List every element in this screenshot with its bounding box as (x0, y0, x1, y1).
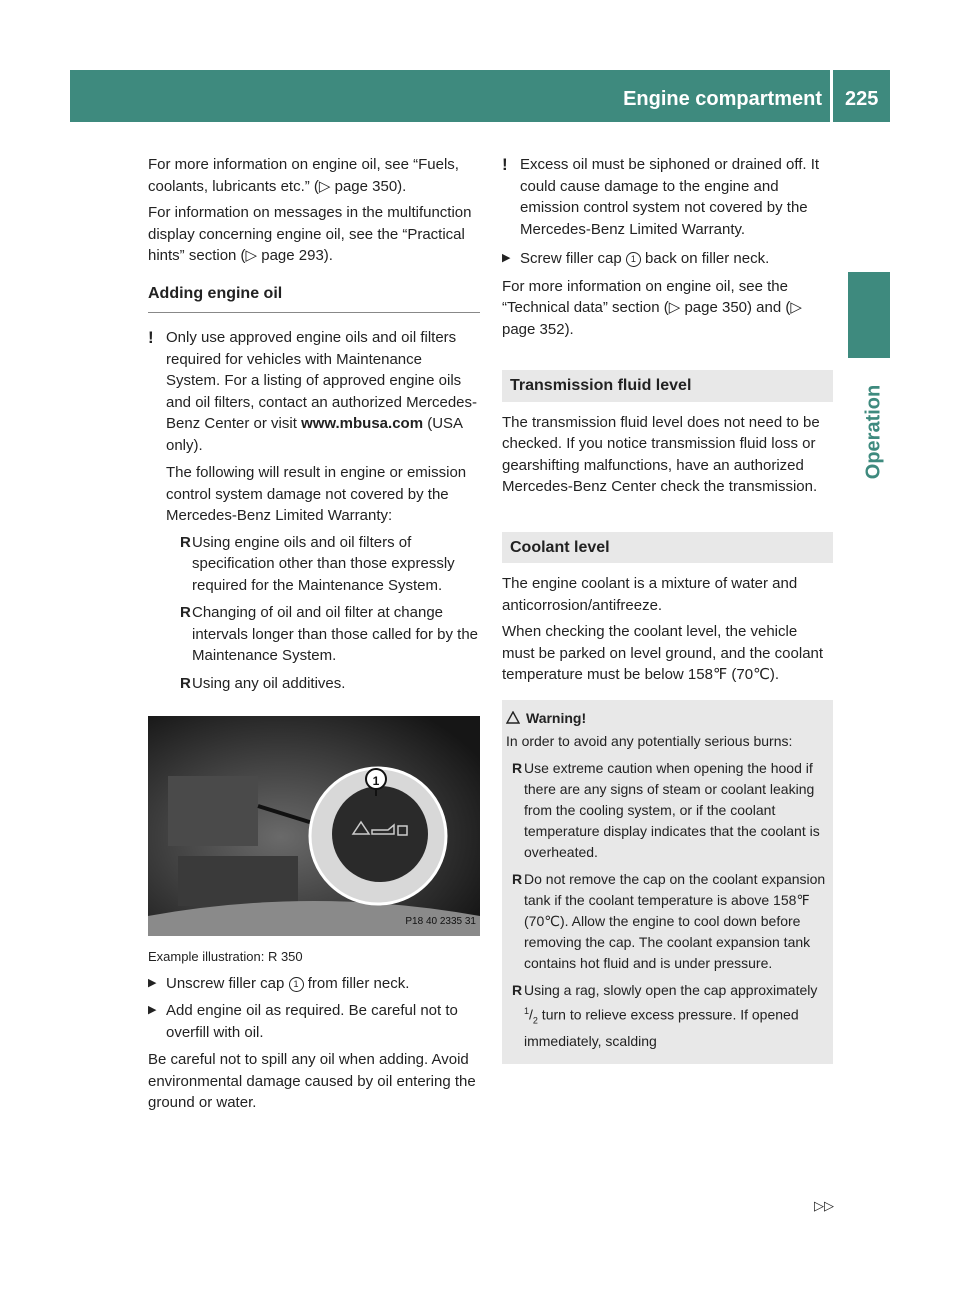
technical-data-info: For more information on engine oil, see the “Technical data” section (▷ page 350) and (▷ page 352). (502, 277, 802, 338)
callout-number: 1 (372, 774, 380, 788)
warning-intro: In order to avoid any potentially serious burns: (506, 732, 793, 749)
damage-list (180, 532, 480, 695)
bullet-icon: R (512, 759, 523, 776)
engine-photo (148, 716, 480, 936)
warning-triangle-icon (506, 711, 520, 724)
side-tab-label: Operation (862, 384, 885, 480)
list-item: R Do not remove the cap on the coolant expansion tank if the coolant temperature is above 158℉ (70℃). Allow the engine to cool down before removing the cap. The coolant expansion tank contains hot fluid and is under pressure. (512, 870, 826, 971)
step-screw-cap: ▶ Screw filler cap 1 back on filler neck. (502, 248, 833, 270)
engine-illustration (148, 716, 480, 936)
page-title: Engine compartment (623, 88, 822, 110)
warning-heading: Warning! (506, 708, 827, 729)
warning-box (502, 700, 833, 1064)
bullet-icon: R (180, 533, 191, 551)
list-item: R Using a rag, slowly open the cap approximately $^1/_2$ turn to relieve excess pressure. If opened immediately, scalding (512, 981, 818, 1049)
list-item: R Changing of oil and oil filter at change intervals longer than those called for by the Maintenance System. (180, 604, 479, 664)
list-item: R Use extreme caution when opening the hood if there are any signs of steam or coolant leaking from the cooling system, or if the coolant temperature display indicates that the coolant is overheated. (512, 759, 820, 860)
damage-intro: The following will result in engine or emission control system damage not covered by the Mercedes-Benz Limited Warranty: (166, 464, 467, 524)
section-title-transmission: Transmission fluid level (502, 370, 833, 402)
continued-icon: ▷▷ (814, 1198, 834, 1213)
bullet-icon: R (512, 870, 523, 887)
header-divider (830, 70, 833, 122)
left-column (148, 154, 480, 1119)
list-item: R Using any oil additives. (180, 673, 480, 695)
bullet-icon: R (180, 604, 191, 621)
coolant-text-2: When checking the coolant level, the vehicle must be parked on level ground, and the coolant temperature must be below 158℉ (70℃). (502, 623, 824, 683)
note-approved-oils: ! Only use approved engine oils and oil filters required for vehicles with Maintenance System. For a listing of approved engine oils and oil filters, contact an authorized Mercedes-Benz Center or visit www.mbusa.com (USA only). The following will result in engine or emission control system damage not covered by the Mercedes-Benz Limited Warranty: R Using engine oils and oil filters of specification other than those expressly required for the Maintenance System. R Changing of oil and oil filter at change intervals longer than those called for by the Maintenance System. R Using any oil additives. (148, 327, 480, 694)
section-title-adding-oil: Adding engine oil (148, 283, 480, 314)
coolant-text-1: The engine coolant is a mixture of water and anticorrosion/antifreeze. (502, 575, 798, 614)
environment-note: Be careful not to spill any oil when adding. Avoid environmental damage caused by oil entering the ground or water. (148, 1051, 476, 1111)
transmission-text: The transmission fluid level does not need to be checked. If you notice transmission fluid loss or gearshifting malfunctions, have an authorized Mercedes-Benz Center check the transmission. (502, 413, 820, 495)
list-item: R Using engine oils and oil filters of specification other than those expressly required for the Maintenance System. (180, 533, 455, 594)
intro-messages: For information on messages in the multifunction display concerning engine oil, see the “Practical hints” section (▷ page 293). (148, 204, 472, 264)
exclamation-icon: ! (148, 328, 154, 347)
bullet-icon: R (512, 981, 523, 998)
exclamation-icon: ! (502, 155, 508, 174)
right-column (502, 154, 833, 1064)
note-excess-oil: ! Excess oil must be siphoned or drained off. It could cause damage to the engine and emission control system not covered by the Mercedes-Benz Limited Warranty. (502, 155, 820, 238)
callout-ref: 1 (289, 977, 304, 992)
side-tab-marker (848, 272, 890, 358)
mbusa-link[interactable]: www.mbusa.com (301, 415, 424, 432)
bullet-icon: R (180, 674, 191, 692)
page-number: 225 (845, 88, 879, 110)
callout-ref: 1 (626, 252, 641, 267)
step-arrow-icon: ▶ (148, 1004, 157, 1016)
step-add-oil: ▶ Add engine oil as required. Be careful not to overfill with oil. (148, 1002, 458, 1041)
intro-fuels: For more information on engine oil, see “Fuels, coolants, lubricants etc.” (▷ page 350). (148, 156, 459, 195)
section-title-coolant: Coolant level (502, 532, 833, 564)
step-unscrew-cap: ▶ Unscrew filler cap 1 from filler neck. (148, 973, 480, 995)
step-arrow-icon: ▶ (502, 252, 511, 264)
image-code: P18 40 2335 31 (405, 915, 476, 927)
step-arrow-icon: ▶ (148, 976, 157, 989)
image-caption: Example illustration: R 350 (148, 949, 303, 964)
